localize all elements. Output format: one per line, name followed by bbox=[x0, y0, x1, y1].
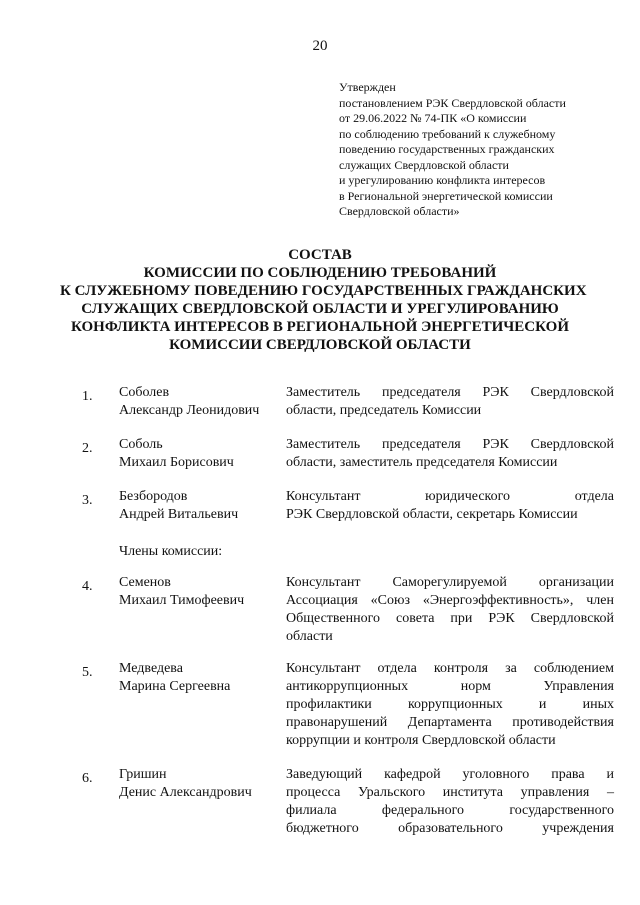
approval-line: по соблюдению требований к служебному bbox=[339, 126, 556, 141]
member-number: 2. bbox=[82, 441, 93, 456]
position-line: филиала федерального государственного bbox=[286, 803, 614, 818]
position-line: коррупции и контроля Свердловской области bbox=[286, 733, 556, 748]
approval-line: и урегулированию конфликта интересов bbox=[339, 173, 546, 187]
position-line: профилактики коррупционных и иных bbox=[286, 697, 614, 712]
approval-line: постановлением РЭК Свердловской области bbox=[339, 95, 566, 110]
position-line: Ассоциация «Союз «Энергоэффективность», член bbox=[286, 593, 614, 608]
member-position bbox=[286, 766, 614, 838]
position-line: процесса Уральского института управления – bbox=[286, 785, 614, 800]
member-position bbox=[286, 488, 614, 524]
position-line: Консультант отдела контроля за соблюдением bbox=[286, 661, 614, 676]
approval-line: поведению государственных гражданских bbox=[339, 142, 555, 156]
page-number: 20 bbox=[312, 38, 328, 54]
member-given-name: Михаил Тимофеевич bbox=[119, 593, 245, 608]
title-line: КОМИССИИ СВЕРДЛОВСКОЙ ОБЛАСТИ bbox=[169, 337, 471, 353]
member-number: 6. bbox=[82, 771, 93, 786]
member-given-name: Андрей Витальевич bbox=[119, 507, 239, 522]
member-position bbox=[286, 660, 614, 750]
member-given-name: Александр Леонидович bbox=[119, 403, 260, 418]
position-line: Заведующий кафедрой уголовного права и bbox=[286, 767, 614, 782]
members-label: Члены комиссии: bbox=[119, 544, 223, 559]
title-line: К СЛУЖЕБНОМУ ПОВЕДЕНИЮ ГОСУДАРСТВЕННЫХ ГРАЖДАНСКИХ bbox=[60, 283, 587, 299]
member-name bbox=[119, 660, 279, 696]
title-line: СОСТАВ bbox=[288, 247, 352, 263]
position-line: области, председатель Комиссии bbox=[286, 403, 482, 418]
position-line: области bbox=[286, 629, 333, 644]
approval-line: Свердловской области» bbox=[339, 204, 460, 218]
member-number: 4. bbox=[82, 579, 93, 594]
approval-line: в Региональной энергетической комиссии bbox=[339, 188, 553, 203]
approval-block bbox=[339, 80, 629, 220]
member-position bbox=[286, 384, 614, 420]
member-surname: Безбородов bbox=[119, 489, 188, 504]
member-given-name: Марина Сергеевна bbox=[119, 679, 231, 694]
approval-line: Утвержден bbox=[339, 80, 396, 94]
member-position bbox=[286, 436, 614, 472]
position-line: Общественного совета при РЭК Свердловской bbox=[286, 611, 614, 626]
member-name bbox=[119, 436, 279, 472]
member-surname: Гришин bbox=[119, 767, 167, 782]
member-given-name: Михаил Борисович bbox=[119, 455, 234, 470]
member-surname: Соболь bbox=[119, 437, 163, 452]
member-given-name: Денис Александрович bbox=[119, 785, 252, 800]
member-number: 5. bbox=[82, 665, 93, 680]
member-surname: Медведева bbox=[119, 661, 183, 676]
title-line: СЛУЖАЩИХ СВЕРДЛОВСКОЙ ОБЛАСТИ И УРЕГУЛИРОВАНИЮ bbox=[81, 301, 559, 317]
position-line: правонарушений Департамента противодействия bbox=[286, 715, 614, 730]
member-surname: Семенов bbox=[119, 575, 171, 590]
member-name bbox=[119, 384, 279, 420]
member-number: 3. bbox=[82, 493, 93, 508]
title-line: КОНФЛИКТА ИНТЕРЕСОВ В РЕГИОНАЛЬНОЙ ЭНЕРГЕТИЧЕСКОЙ bbox=[71, 319, 569, 335]
member-surname: Соболев bbox=[119, 385, 170, 400]
member-name bbox=[119, 488, 279, 524]
position-line: РЭК Свердловской области, секретарь Комиссии bbox=[286, 507, 578, 522]
member-name bbox=[119, 574, 279, 610]
position-line: Консультант Саморегулируемой организации bbox=[286, 575, 614, 590]
position-line: антикоррупционных норм Управления bbox=[286, 679, 614, 694]
document-title bbox=[60, 246, 587, 354]
position-line: Заместитель председателя РЭК Свердловской bbox=[286, 385, 614, 400]
member-name bbox=[119, 766, 279, 802]
position-line: Консультант юридического отдела bbox=[286, 489, 614, 504]
approval-line: служащих Свердловской области bbox=[339, 157, 509, 172]
position-line: бюджетного образовательного учреждения bbox=[286, 821, 614, 836]
position-line: области, заместитель председателя Комиссии bbox=[286, 455, 558, 470]
member-number: 1. bbox=[82, 389, 93, 404]
member-position bbox=[286, 574, 614, 646]
title-line: КОМИССИИ ПО СОБЛЮДЕНИЮ ТРЕБОВАНИЙ bbox=[143, 265, 497, 281]
approval-line: от 29.06.2022 № 74-ПК «О комиссии bbox=[339, 111, 527, 125]
position-line: Заместитель председателя РЭК Свердловской bbox=[286, 437, 614, 452]
